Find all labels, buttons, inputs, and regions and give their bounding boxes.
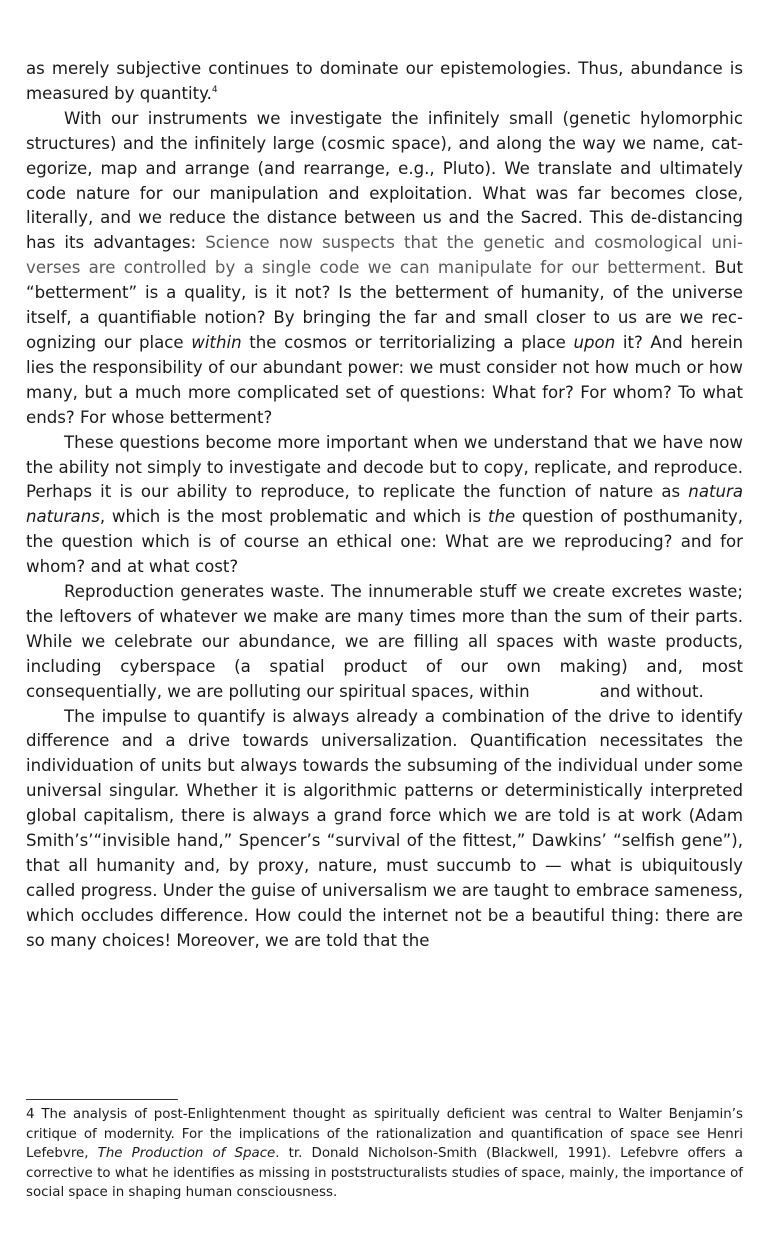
footnote-text-a: 4 The analysis of post-Enlightenment thought as spiritually deficient was central to Walter Benjamin’s critique of modernity. For the implications of the rationalization and quantification of space see Henri Lefebvre, [26,1107,743,1162]
paragraph-5 [26,705,743,954]
paragraph-3 [26,431,743,580]
paragraph-3-emphasis-the: the [487,507,516,527]
paragraph-2-text-c: the cosmos or territorializing a place [241,332,574,352]
footnote-book-title: The Production of Space [97,1146,276,1162]
paragraph-3-text-c: question of posthumanity, the question which is of course an ethical one: What are we reproducing? and for whom? and at what cost? [26,507,743,577]
paragraph-4-text-b: and without. [599,681,704,701]
paragraph-3-text-b: , which is the most problematic and which is [99,507,488,527]
paragraph-2-text-d: it? And herein lies the responsibility of our abundant power: we must consider not how much or how many, but a much more complicated set of questions: What for? For whom? To what ends? For whose betterment? [26,332,743,427]
paragraph-4-text-a: Reproduction generates waste. The innumerable stuff we create excretes waste; the leftovers of whatever we make are many times more than the sum of their parts. While we celebrate our abundance, we are filling all spaces with waste products, including cyberspace (a spatial product of our own making) and, most consequentially, we are polluting our spiritual spaces, within [26,582,743,701]
paragraph-2-highlighted-sentence: Science now suspects that the genetic and cosmological universes are controlled by a single code we can manipulate for our betterment. [26,233,744,278]
footnote-ref-4[interactable]: 4 [211,84,218,95]
paragraph-2-text-b: But “betterment” is a quality, is it not? Is the betterment of humanity, of the universe itself, a quantifiable notion? By bringing the far and small closer to us are we recognizing our place [26,258,743,352]
paragraph-2-text-a: With our instruments we investigate the infinitely small (genetic hylomorphic structures) and the infinitely large (cosmic space), and along the way we name, categorize, map and arrange (and rearrange, e.g., Pluto). We translate and ultimately code nature for our manipulation and exploitation. What was far becomes close, literally, and we reduce the distance between us and the Sacred. This de-distancing has its advantages: [26,108,743,253]
footnote-divider [26,1099,178,1100]
paragraph-3-text-a: These questions become more important when we understand that we have now the ability not simply to investigate and decode but to copy, replicate, and reproduce. Perhaps it is our ability to reproduce, to replicate the function of nature as [26,432,743,502]
paragraph-1 [26,57,743,107]
main-text [26,57,743,954]
paragraph-2 [26,107,743,431]
paragraph-3-emphasis-natura-naturans: natura naturans [26,482,743,527]
paragraph-1-text: as merely subjective continues to dominate our epistemologies. Thus, abundance is measured by quantity. [26,59,743,103]
paragraph-4 [26,580,743,705]
paragraph-2-emphasis-upon: upon [573,332,616,352]
paragraph-2-emphasis-within: within [191,332,242,352]
footnote-text-b: . tr. Donald Nicholson-Smith (Blackwell, 1991). Lefebvre offers a corrective to what he identifies as missing in poststructuralists studies of space, mainly, the importance of social space in shaping human consciousness. [26,1146,743,1201]
paragraph-5-text: The impulse to quantify is always already a combination of the drive to identify difference and a drive towards universalization. Quantification necessitates the individuation of units but always towards the subsuming of the individual under some universal singular. Whether it is algorithmic patterns or deterministically interpreted global capitalism, there is always a grand force which we are told is at work (Adam Smith’s’“invisible hand,” Spencer’s “survival of the fittest,” Dawkins’ “selfish gene”), that all humanity and, by proxy, nature, must succumb to — what is ubiquitously called progress. Under the guise of universalism we are taught to embrace sameness, which occludes difference. How could the internet not be a beautiful thing: there are so many choices! Moreover, we are told that the [26,706,743,950]
footnote-4 [26,1105,743,1203]
